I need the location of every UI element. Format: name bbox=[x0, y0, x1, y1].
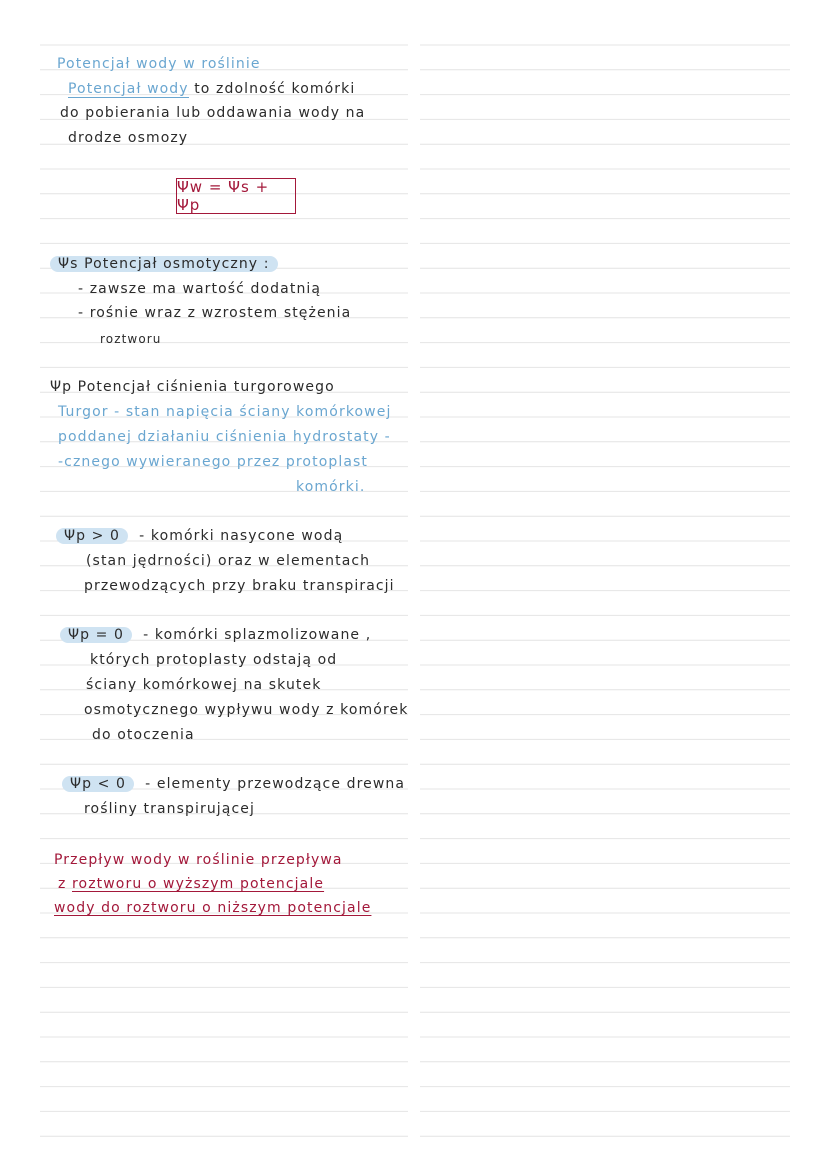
osmotic-heading-highlight: Ψs Potencjał osmotyczny : bbox=[50, 256, 278, 272]
turgor-definition-line-3: -cznego wywieranego przez protoplast bbox=[58, 454, 368, 470]
definition-line-2: do pobierania lub oddawania wody na bbox=[60, 105, 366, 121]
case-positive-line-1 bbox=[56, 527, 343, 545]
definition-line-3: drodze osmozy bbox=[68, 130, 189, 146]
osmotic-bullet-2-cont: roztworu bbox=[100, 332, 162, 346]
flow-line-2-rest: roztworu o wyższym potencjale bbox=[72, 876, 325, 892]
flow-line-2 bbox=[58, 875, 324, 893]
turgor-definition-line-4: komórki. bbox=[296, 479, 366, 495]
case-positive-text-1: - komórki nasycone wodą bbox=[139, 528, 344, 544]
osmotic-bullet-1: - zawsze ma wartość dodatnią bbox=[78, 281, 322, 297]
case-zero-line-3: ściany komórkowej na skutek bbox=[86, 677, 322, 693]
case-positive-label: Ψp > 0 bbox=[56, 528, 128, 544]
turgor-definition-line-2: poddanej działaniu ciśnienia hydrostaty - bbox=[58, 429, 391, 445]
flow-line-2-prefix: z bbox=[58, 876, 72, 892]
case-positive-line-2: (stan jędrności) oraz w elementach bbox=[86, 553, 371, 569]
osmotic-heading bbox=[50, 255, 278, 273]
case-negative-line-1 bbox=[62, 775, 405, 793]
flow-line-3: wody do roztworu o niższym potencjale bbox=[54, 900, 372, 916]
case-positive-line-3: przewodzących przy braku transpiracji bbox=[84, 578, 395, 594]
case-negative-text-1: - elementy przewodzące drewna bbox=[145, 776, 406, 792]
case-zero-label: Ψp = 0 bbox=[60, 627, 132, 643]
turgor-heading: Ψp Potencjał ciśnienia turgorowego bbox=[50, 379, 335, 395]
case-negative-label: Ψp < 0 bbox=[62, 776, 134, 792]
case-zero-line-4: osmotycznego wypływu wody z komórek bbox=[84, 702, 409, 718]
flow-line-1: Przepływ wody w roślinie przepływa bbox=[54, 852, 343, 868]
case-zero-text-1: - komórki splazmolizowane , bbox=[143, 627, 372, 643]
page-title: Potencjał wody w roślinie bbox=[57, 56, 261, 72]
water-potential-formula: Ψw = Ψs + Ψp bbox=[176, 178, 296, 214]
case-zero-line-2: których protoplasty odstają od bbox=[90, 652, 338, 668]
definition-term: Potencjał wody bbox=[68, 81, 189, 97]
case-negative-line-2: rośliny transpirującej bbox=[84, 801, 255, 817]
case-zero-line-1 bbox=[60, 626, 371, 644]
definition-line-1-rest: to zdolność komórki bbox=[188, 81, 356, 97]
osmotic-bullet-2: - rośnie wraz z wzrostem stężenia bbox=[78, 305, 352, 321]
definition-line-1 bbox=[68, 80, 355, 98]
turgor-definition-line-1: Turgor - stan napięcia ściany komórkowej bbox=[58, 404, 392, 420]
case-zero-line-5: do otoczenia bbox=[92, 727, 195, 743]
